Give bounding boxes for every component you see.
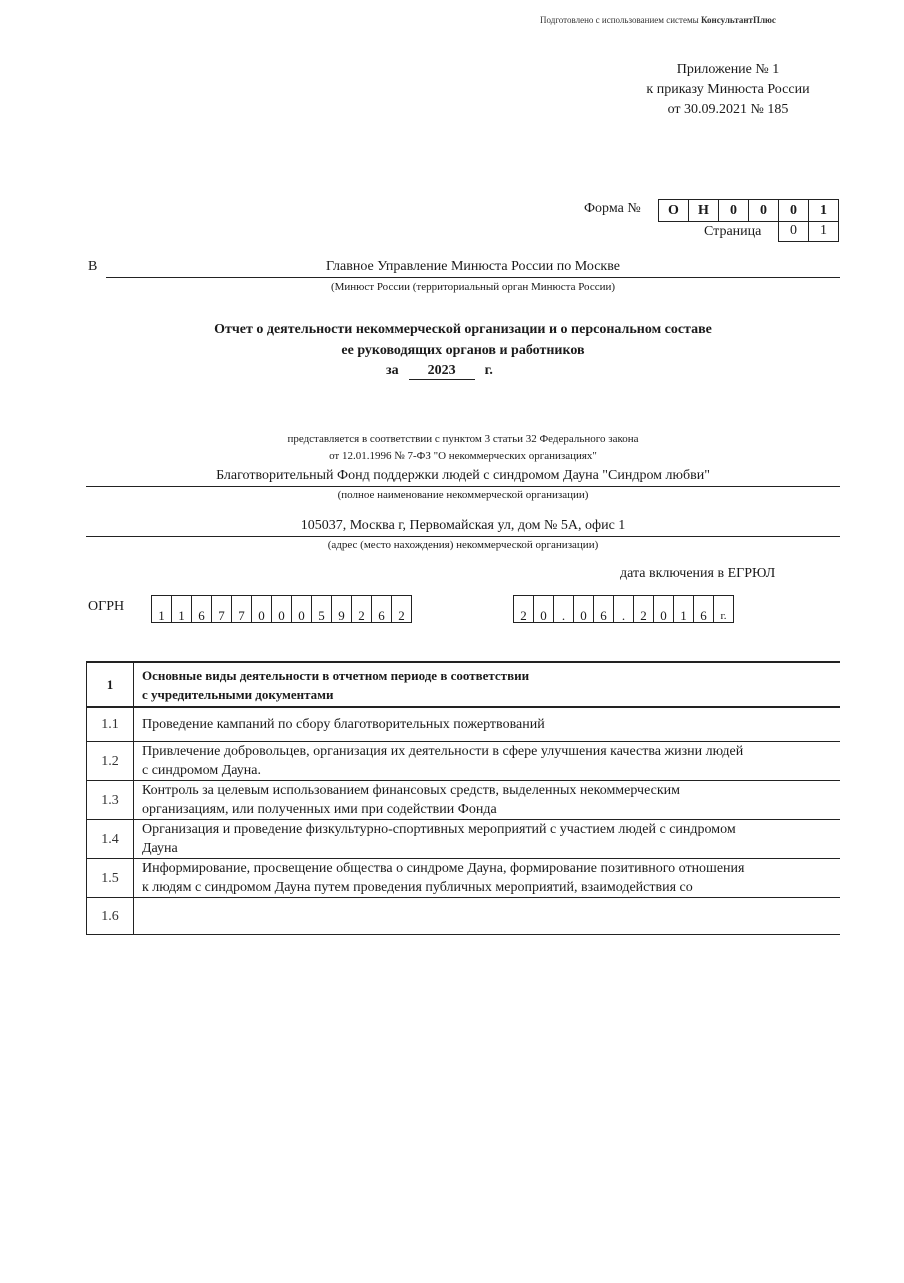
date-cell: 0 bbox=[574, 595, 594, 623]
form-number-cell: 0 bbox=[719, 199, 749, 222]
organization-name-caption: (полное наименование некоммерческой организации) bbox=[337, 489, 589, 501]
year-suffix: г. bbox=[484, 363, 493, 378]
date-cell: 6 bbox=[594, 595, 614, 623]
form-number-label: Форма № bbox=[584, 201, 641, 216]
recipient-value: Главное Управление Минюста России по Москве bbox=[326, 259, 620, 274]
date-cell: г. bbox=[714, 595, 734, 623]
date-cell: 2 bbox=[634, 595, 654, 623]
ogrn-cell: 7 bbox=[212, 595, 232, 623]
egrul-date-label: дата включения в ЕГРЮЛ bbox=[620, 566, 776, 581]
annex-line-1: Приложение № 1 bbox=[676, 62, 780, 77]
row-text-line-2: Дауна bbox=[142, 841, 178, 856]
table-row bbox=[87, 707, 841, 742]
organization-address-underline bbox=[86, 536, 840, 537]
annex-line-2: к приказу Минюста России bbox=[646, 82, 810, 97]
table-row bbox=[87, 859, 841, 898]
form-number-cell: Н bbox=[689, 199, 719, 222]
table-row bbox=[87, 781, 841, 820]
row-number: 1.2 bbox=[87, 742, 134, 781]
ogrn-cell: 0 bbox=[292, 595, 312, 623]
prepared-text: Подготовлено с использованием системы bbox=[540, 15, 701, 25]
activities-header-line-2: с учредительными документами bbox=[142, 686, 334, 702]
table-row bbox=[87, 898, 841, 935]
ogrn-cell: 0 bbox=[272, 595, 292, 623]
report-title bbox=[86, 319, 840, 361]
row-number: 1.3 bbox=[87, 781, 134, 820]
ogrn-cell: 2 bbox=[392, 595, 412, 623]
row-text bbox=[134, 898, 841, 935]
ogrn-cell: 6 bbox=[372, 595, 392, 623]
page-number-cell: 0 bbox=[779, 222, 809, 242]
prepared-brand: КонсультантПлюс bbox=[700, 15, 776, 25]
ogrn-cell: 1 bbox=[152, 595, 172, 623]
row-text-line-2: к людям с синдромом Дауна путем проведения публичных мероприятий, взаимодействия со bbox=[142, 880, 693, 895]
report-year bbox=[386, 363, 493, 380]
legal-basis bbox=[86, 431, 840, 465]
egrul-date-cells bbox=[513, 595, 734, 623]
date-cell: 0 bbox=[654, 595, 674, 623]
activities-table bbox=[86, 661, 840, 935]
date-cell: 1 bbox=[674, 595, 694, 623]
ogrn-cell: 5 bbox=[312, 595, 332, 623]
annex-block bbox=[628, 60, 828, 120]
year-value: 2023 bbox=[409, 363, 475, 380]
table-row bbox=[87, 820, 841, 859]
ogrn-cells bbox=[151, 595, 412, 623]
activities-header-text bbox=[134, 662, 841, 707]
row-text-line-1: Организация и проведение физкультурно-спортивных мероприятий с участием людей с синдромом bbox=[142, 822, 736, 837]
ogrn-label: ОГРН bbox=[88, 599, 125, 614]
prepared-with-note bbox=[540, 15, 776, 25]
recipient-prefix: В bbox=[88, 259, 98, 274]
row-number: 1.6 bbox=[87, 898, 134, 935]
row-text-line-1: Привлечение добровольцев, организация их деятельности в сфере улучшения качества жизни людей bbox=[142, 744, 744, 759]
report-title-line-1: Отчет о деятельности некоммерческой организации и о персональном составе bbox=[214, 322, 712, 337]
form-number-cell: 0 bbox=[779, 199, 809, 222]
date-cell: . bbox=[554, 595, 574, 623]
recipient-caption: (Минюст России (территориальный орган Минюста России) bbox=[330, 281, 616, 293]
activities-header-num: 1 bbox=[87, 662, 134, 707]
date-cell: 6 bbox=[694, 595, 714, 623]
ogrn-cell: 6 bbox=[192, 595, 212, 623]
page-number-cells bbox=[778, 222, 839, 242]
organization-address: 105037, Москва г, Первомайская ул, дом № 5А, офис 1 bbox=[300, 518, 626, 533]
row-text bbox=[134, 820, 841, 859]
row-number: 1.4 bbox=[87, 820, 134, 859]
row-text bbox=[134, 781, 841, 820]
row-text-line-2: с синдромом Дауна. bbox=[142, 763, 261, 778]
legal-basis-line-1: представляется в соответствии с пунктом 3 статьи 32 Федерального закона bbox=[287, 433, 639, 445]
organization-name-underline bbox=[86, 486, 840, 487]
row-number: 1.5 bbox=[87, 859, 134, 898]
annex-line-3: от 30.09.2021 № 185 bbox=[667, 102, 789, 117]
form-number-cell: 0 bbox=[749, 199, 779, 222]
row-text bbox=[134, 742, 841, 781]
form-number-cells bbox=[658, 199, 839, 222]
row-text-line-2: организациям, или полученных ими при содействии Фонда bbox=[142, 802, 497, 817]
legal-basis-line-2: от 12.01.1996 № 7-ФЗ "О некоммерческих организациях" bbox=[329, 450, 597, 462]
form-number-cell: О bbox=[659, 199, 689, 222]
row-text-line-1: Информирование, просвещение общества о синдроме Дауна, формирование позитивного отношения bbox=[142, 861, 745, 876]
form-number-cell: 1 bbox=[809, 199, 839, 222]
page-label: Страница bbox=[704, 224, 762, 239]
organization-name: Благотворительный Фонд поддержки людей с синдромом Дауна "Синдром любви" bbox=[216, 468, 710, 483]
ogrn-cell: 0 bbox=[252, 595, 272, 623]
activities-header-row bbox=[87, 662, 841, 707]
page-number-cell: 1 bbox=[809, 222, 839, 242]
activities-header-line-1: Основные виды деятельности в отчетном периоде в соответствии bbox=[142, 667, 530, 683]
date-cell: 2 bbox=[514, 595, 534, 623]
ogrn-cell: 7 bbox=[232, 595, 252, 623]
date-cell: 0 bbox=[534, 595, 554, 623]
row-text bbox=[134, 707, 841, 742]
row-text bbox=[134, 859, 841, 898]
row-number: 1.1 bbox=[87, 707, 134, 742]
ogrn-cell: 2 bbox=[352, 595, 372, 623]
organization-address-caption: (адрес (место нахождения) некоммерческой организации) bbox=[327, 539, 599, 551]
recipient-underline bbox=[106, 277, 840, 278]
ogrn-cell: 1 bbox=[172, 595, 192, 623]
row-text-line-1: Контроль за целевым использованием финансовых средств, выделенных некоммерческим bbox=[142, 783, 680, 798]
year-prefix: за bbox=[386, 363, 399, 378]
table-row bbox=[87, 742, 841, 781]
report-title-line-2: ее руководящих органов и работников bbox=[341, 343, 585, 358]
row-text-line-1: Проведение кампаний по сбору благотворительных пожертвований bbox=[142, 717, 545, 732]
ogrn-cell: 9 bbox=[332, 595, 352, 623]
date-cell: . bbox=[614, 595, 634, 623]
